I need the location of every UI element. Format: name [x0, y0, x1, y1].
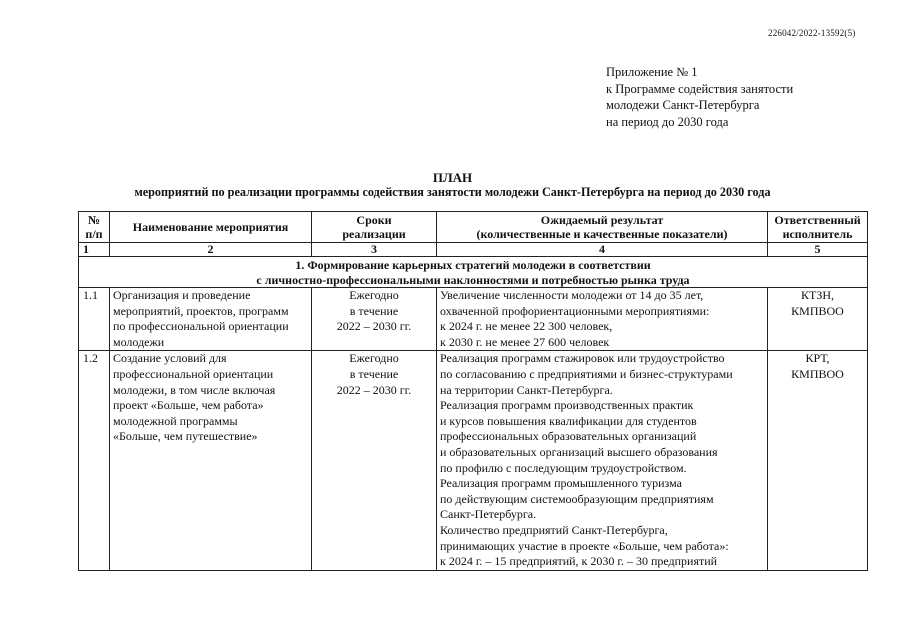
appendix-line: к Программе содействия занятости [606, 81, 794, 96]
row-responsible [768, 351, 868, 570]
row-responsible-line: КРТ, [805, 351, 830, 366]
row-name-line: «Больше, чем путешествие» [113, 429, 258, 444]
row-name-line: проект «Больше, чем работа» [113, 398, 264, 413]
column-number: 1 [79, 243, 110, 257]
row-terms [312, 288, 437, 351]
row-terms-line: в течение [349, 303, 399, 318]
header-responsible [768, 212, 868, 243]
header-num-line: № [87, 213, 101, 227]
row-terms-line: 2022 – 2030 гг. [336, 319, 412, 334]
plan-subtitle: мероприятий по реализации программы содействия занятости молодежи Санкт-Петербурга на период до 2030 года [134, 185, 771, 199]
appendix-line: молодежи Санкт-Петербурга [606, 98, 760, 112]
row-result-line: к 2024 г. не менее 22 300 человек, [440, 319, 613, 334]
header-row [79, 212, 868, 243]
row-result-line: Санкт-Петербурга. [440, 507, 537, 522]
row-name-line: по профессиональной ориентации [113, 319, 289, 334]
section-heading-line: с личностно-профессиональными наклонностями и потребностью рынка труда [256, 272, 690, 287]
row-result-line: Реализация программ стажировок или трудоустройство [440, 351, 725, 366]
header-terms [312, 212, 437, 243]
section-heading [79, 257, 868, 288]
row-name-line: мероприятий, проектов, программ [113, 303, 289, 318]
row-result-line: Увеличение численности молодежи от 14 до 35 лет, [440, 288, 704, 302]
header-responsible-line: исполнитель [782, 227, 853, 241]
header-terms-line: реализации [342, 227, 406, 241]
section-row [79, 257, 868, 288]
row-result-line: и курсов повышения квалификации для студентов [440, 413, 697, 428]
row-result-line: Реализация программ производственных практик [440, 398, 694, 413]
header-result-line: Ожидаемый результат [540, 213, 664, 227]
row-result-line: по согласованию с предприятиями и бизнес-структурами [440, 366, 733, 381]
row-result-line: к 2024 г. – 15 предприятий, к 2030 г. – 30 предприятий [440, 554, 718, 569]
header-num-line: п/п [85, 227, 103, 241]
row-terms [312, 351, 437, 570]
row-terms-line: 2022 – 2030 гг. [336, 382, 412, 397]
table-row [79, 351, 868, 570]
appendix-block [606, 64, 793, 130]
row-number: 1.1 [79, 288, 110, 351]
row-responsible-line: КМПВОО [791, 366, 844, 381]
appendix-line: Приложение № 1 [606, 65, 698, 79]
row-result [437, 351, 768, 570]
row-name [110, 288, 312, 351]
section-heading-line: 1. Формирование карьерных стратегий молодежи в соответствии [295, 258, 651, 272]
header-num [79, 212, 110, 243]
row-result-line: на территории Санкт-Петербурга. [440, 382, 613, 397]
row-name-line: молодежной программы [113, 413, 238, 428]
row-name-line: молодежи [113, 334, 165, 349]
row-name-line: Создание условий для [113, 351, 227, 366]
document-number: 226042/2022-13592(5) [768, 28, 856, 38]
row-result-line: Реализация программ промышленного туризма [440, 476, 682, 491]
column-number: 5 [768, 243, 868, 257]
row-name-line: Организация и проведение [113, 288, 251, 302]
row-terms-line: Ежегодно [349, 351, 399, 366]
appendix-line: на период до 2030 года [606, 114, 729, 129]
row-result-line: по действующим системообразующим предприятиям [440, 491, 714, 506]
row-result-line: охваченной профориентационными мероприятиями: [440, 303, 710, 318]
column-number-row [79, 243, 868, 257]
row-result-line: профессиональных образовательных организаций [440, 429, 697, 444]
row-terms-line: Ежегодно [349, 288, 399, 302]
column-number: 4 [437, 243, 768, 257]
row-name [110, 351, 312, 570]
header-terms-line: Сроки [356, 213, 392, 227]
row-name-line: молодежи, в том числе включая [113, 382, 276, 397]
row-name-line: профессиональной ориентации [113, 366, 274, 381]
row-responsible-line: КМПВОО [791, 303, 844, 318]
table-row [79, 288, 868, 351]
plan-title: ПЛАН [432, 170, 473, 185]
row-result-line: к 2030 г. не менее 27 600 человек [440, 334, 610, 349]
header-name [110, 212, 312, 243]
row-result-line: принимающих участие в проекте «Больше, чем работа»: [440, 538, 729, 553]
header-result [437, 212, 768, 243]
row-result-line: и образовательных организаций высшего образования [440, 444, 718, 459]
row-result-line: по профилю с последующим трудоустройством. [440, 460, 687, 475]
row-terms-line: в течение [349, 366, 399, 381]
column-number: 3 [312, 243, 437, 257]
column-number: 2 [110, 243, 312, 257]
header-responsible-line: Ответственный [774, 213, 861, 227]
row-responsible [768, 288, 868, 351]
row-result [437, 288, 768, 351]
row-responsible-line: КТЗН, [800, 288, 834, 302]
plan-table [78, 211, 868, 571]
row-result-line: Количество предприятий Санкт-Петербурга, [440, 522, 668, 537]
row-number: 1.2 [79, 351, 110, 570]
header-name-line: Наименование мероприятия [132, 220, 289, 234]
header-result-line: (количественные и качественные показатели) [476, 227, 728, 241]
